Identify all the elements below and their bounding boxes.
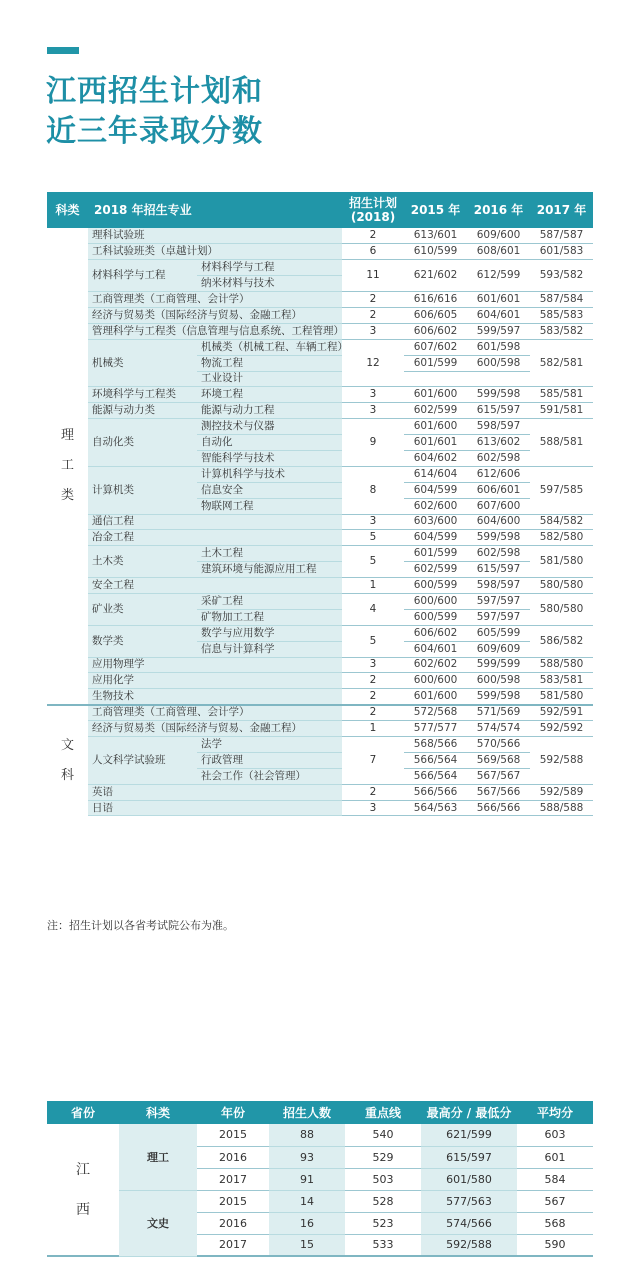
score-y2017: 581/580 [530,689,593,705]
score-y2017: 592/589 [530,784,593,800]
major-group: 自动化类 [88,419,197,467]
score-y2015: 602/602 [404,657,467,673]
score-y2017: 592/592 [530,721,593,737]
score-y2016: 615/597 [467,403,530,419]
score-y2016: 602/598 [467,546,530,562]
cell-line: 528 [345,1190,421,1212]
score-y2017: 592/591 [530,705,593,721]
score-y2015: 566/564 [404,768,467,784]
major-group: 机械类 [88,339,197,387]
cell-count: 93 [269,1146,345,1168]
major-sub: 建筑环境与能源应用工程 [197,562,342,578]
major-sub: 机械类（机械工程、车辆工程） [197,339,342,355]
major-group: 人文科学试验班 [88,737,197,785]
score-y2017: 601/583 [530,244,593,260]
table-row [47,419,593,435]
cell-line: 523 [345,1212,421,1234]
plan-count: 1 [342,578,404,594]
header-col-1: 科类 [119,1101,197,1124]
province-cell [47,1124,119,1256]
table-row [47,673,593,689]
score-y2015: 606/602 [404,625,467,641]
admission-plan-table [47,192,593,816]
score-y2015: 610/599 [404,244,467,260]
cell-year: 2016 [197,1146,269,1168]
plan-count: 5 [342,546,404,578]
major-sub: 计算机科学与技术 [197,466,342,482]
score-y2016: 570/566 [467,737,530,753]
score-y2015: 601/601 [404,435,467,451]
plan-count: 12 [342,339,404,387]
score-y2017: 585/583 [530,307,593,323]
table-row [47,800,593,816]
score-y2015: 601/600 [404,689,467,705]
score-y2015: 601/600 [404,387,467,403]
plan-count: 2 [342,673,404,689]
cell-year: 2015 [197,1124,269,1146]
major-sub: 物联网工程 [197,498,342,514]
category-science [47,228,88,705]
score-y2016: 567/566 [467,784,530,800]
score-y2016: 604/601 [467,307,530,323]
score-y2017: 588/588 [530,800,593,816]
score-y2015: 600/599 [404,578,467,594]
score-y2015: 601/599 [404,355,467,371]
table-row [47,403,593,419]
score-y2016: 606/601 [467,482,530,498]
score-y2017: 588/580 [530,657,593,673]
table-row [47,578,593,594]
major-group: 日语 [88,800,342,816]
table-header-row [47,1101,593,1124]
major-sub: 社会工作（社会管理） [197,768,342,784]
score-y2016: 599/598 [467,530,530,546]
major-sub: 数学与应用数学 [197,625,342,641]
score-y2015: 600/599 [404,609,467,625]
score-y2017: 582/581 [530,339,593,387]
table-row [47,1190,593,1212]
score-y2015: 621/602 [404,260,467,292]
cell-line: 533 [345,1234,421,1256]
cell-avg: 603 [517,1124,593,1146]
plan-count: 3 [342,657,404,673]
major-group: 环境科学与工程类 [88,387,197,403]
plan-count: 3 [342,800,404,816]
table-row [47,1124,593,1146]
major-sub: 能源与动力工程 [197,403,342,419]
score-y2016: 612/606 [467,466,530,482]
plan-count: 2 [342,292,404,308]
major-sub: 纳米材料与技术 [197,276,342,292]
score-y2017: 587/587 [530,228,593,244]
score-y2016: 602/598 [467,450,530,466]
score-y2017: 583/582 [530,323,593,339]
score-y2017: 585/581 [530,387,593,403]
score-y2016: 600/598 [467,673,530,689]
score-y2017: 580/580 [530,593,593,625]
table-row [47,260,593,276]
score-y2016: 613/602 [467,435,530,451]
table-row [47,339,593,355]
score-y2017: 597/585 [530,466,593,514]
major-group: 土木类 [88,546,197,578]
score-y2017: 582/580 [530,530,593,546]
major-group: 通信工程 [88,514,342,530]
category-arts [47,705,88,816]
major-group: 生物技术 [88,689,342,705]
header-2017: 2017 年 [530,192,593,228]
major-group: 矿业类 [88,593,197,625]
score-y2015: 601/600 [404,419,467,435]
table-row [47,323,593,339]
table-row [47,657,593,673]
plan-count: 6 [342,244,404,260]
score-y2016: 597/597 [467,593,530,609]
cell-range: 592/588 [421,1234,517,1256]
major-sub: 工业设计 [197,371,342,387]
score-y2015: 606/605 [404,307,467,323]
major-group: 经济与贸易类（国际经济与贸易、金融工程） [88,721,342,737]
category-label: 文科 [60,737,74,783]
score-y2016: 599/598 [467,689,530,705]
plan-count: 7 [342,737,404,785]
score-y2015: 602/600 [404,498,467,514]
major-sub: 信息安全 [197,482,342,498]
category-label: 理工类 [60,427,74,503]
header-col-3: 招生人数 [269,1101,345,1124]
cell-count: 14 [269,1190,345,1212]
score-y2016: 599/597 [467,323,530,339]
major-sub: 行政管理 [197,752,342,768]
major-group: 冶金工程 [88,530,342,546]
header-col-5: 最高分 / 最低分 [421,1101,517,1124]
score-y2015: 607/602 [404,339,467,355]
table-row [47,784,593,800]
title-line-1: 江西招生计划和 [46,74,263,109]
score-y2015: 613/601 [404,228,467,244]
score-y2015: 600/600 [404,673,467,689]
header-major: 2018 年招生专业 [88,192,342,228]
plan-count: 2 [342,784,404,800]
score-y2017: 583/581 [530,673,593,689]
major-group: 能源与动力类 [88,403,197,419]
cell-count: 15 [269,1234,345,1256]
plan-count: 2 [342,228,404,244]
header-plan [342,192,404,228]
score-y2015: 564/563 [404,800,467,816]
table-row [47,466,593,482]
header-plan-label: 招生计划 [349,196,398,210]
score-y2015: 604/599 [404,482,467,498]
score-y2017: 588/581 [530,419,593,467]
score-y2016: 609/600 [467,228,530,244]
table-row [47,546,593,562]
cell-count: 16 [269,1212,345,1234]
table-row [47,530,593,546]
major-sub: 测控技术与仪器 [197,419,342,435]
major-sub: 信息与计算科学 [197,641,342,657]
plan-count: 9 [342,419,404,467]
subject-cell: 理工 [119,1124,197,1190]
cell-count: 91 [269,1168,345,1190]
major-sub: 环境工程 [197,387,342,403]
major-sub: 自动化 [197,435,342,451]
cell-range: 601/580 [421,1168,517,1190]
score-y2015: 606/602 [404,323,467,339]
score-y2015: 566/564 [404,752,467,768]
cell-range: 577/563 [421,1190,517,1212]
score-y2016: 598/597 [467,419,530,435]
score-y2016: 605/599 [467,625,530,641]
header-col-0: 省份 [47,1101,119,1124]
score-y2016: 599/599 [467,657,530,673]
major-sub: 土木工程 [197,546,342,562]
cell-avg: 590 [517,1234,593,1256]
score-y2015: 577/577 [404,721,467,737]
header-2015: 2015 年 [404,192,467,228]
plan-count: 5 [342,530,404,546]
plan-count: 3 [342,387,404,403]
cell-line: 503 [345,1168,421,1190]
plan-count: 2 [342,705,404,721]
score-y2017: 593/582 [530,260,593,292]
page-title [46,72,263,152]
score-y2016: 574/574 [467,721,530,737]
plan-count: 3 [342,514,404,530]
score-y2015: 614/604 [404,466,467,482]
footnote: 注：招生计划以各省考试院公布为准。 [47,919,234,932]
score-y2016: 569/568 [467,752,530,768]
table-row [47,737,593,753]
major-group: 计算机类 [88,466,197,514]
major-group: 理科试验班 [88,228,342,244]
major-group: 材料科学与工程 [88,260,197,292]
header-category: 科类 [47,192,88,228]
table-row [47,228,593,244]
score-y2016 [467,371,530,387]
score-y2016: 600/598 [467,355,530,371]
subject-cell: 文史 [119,1190,197,1256]
score-y2016: 608/601 [467,244,530,260]
score-y2016: 601/601 [467,292,530,308]
cell-year: 2015 [197,1190,269,1212]
plan-count: 1 [342,721,404,737]
cell-year: 2017 [197,1168,269,1190]
major-group: 英语 [88,784,342,800]
header-plan-year: (2018) [350,210,396,224]
header-col-6: 平均分 [517,1101,593,1124]
cell-year: 2016 [197,1212,269,1234]
score-y2017: 580/580 [530,578,593,594]
score-y2015: 616/616 [404,292,467,308]
plan-count: 8 [342,466,404,514]
title-line-2: 近三年录取分数 [46,114,263,149]
plan-count: 3 [342,403,404,419]
score-y2016: 598/597 [467,578,530,594]
score-y2015: 603/600 [404,514,467,530]
header-2016: 2016 年 [467,192,530,228]
major-sub: 物流工程 [197,355,342,371]
major-group: 应用物理学 [88,657,342,673]
major-group: 工商管理类（工商管理、会计学） [88,292,342,308]
table-row [47,705,593,721]
plan-count: 11 [342,260,404,292]
header-col-2: 年份 [197,1101,269,1124]
score-y2015: 568/566 [404,737,467,753]
score-y2015: 604/602 [404,450,467,466]
cell-line: 540 [345,1124,421,1146]
table-row [47,292,593,308]
cell-avg: 584 [517,1168,593,1190]
score-y2016: 571/569 [467,705,530,721]
score-y2017: 581/580 [530,546,593,578]
score-y2016: 615/597 [467,562,530,578]
cell-avg: 568 [517,1212,593,1234]
score-y2015: 602/599 [404,562,467,578]
score-y2017: 586/582 [530,625,593,657]
score-y2017: 587/584 [530,292,593,308]
province-score-table [47,1101,593,1257]
score-y2015: 602/599 [404,403,467,419]
plan-count: 2 [342,307,404,323]
score-y2015: 572/568 [404,705,467,721]
score-y2016: 604/600 [467,514,530,530]
cell-avg: 567 [517,1190,593,1212]
cell-range: 615/597 [421,1146,517,1168]
major-sub: 智能科学与技术 [197,450,342,466]
score-y2016: 567/567 [467,768,530,784]
cell-count: 88 [269,1124,345,1146]
cell-year: 2017 [197,1234,269,1256]
table-row [47,689,593,705]
table-row [47,307,593,323]
table-header-row [47,192,593,228]
score-y2015: 604/601 [404,641,467,657]
major-sub: 矿物加工工程 [197,609,342,625]
score-y2015: 566/566 [404,784,467,800]
score-y2016: 609/609 [467,641,530,657]
cell-range: 574/566 [421,1212,517,1234]
table-row [47,593,593,609]
score-y2017: 592/588 [530,737,593,785]
accent-bar [47,47,79,54]
table-row [47,625,593,641]
score-y2016: 597/597 [467,609,530,625]
header-col-4: 重点线 [345,1101,421,1124]
score-y2016: 566/566 [467,800,530,816]
major-group: 安全工程 [88,578,342,594]
plan-count: 2 [342,689,404,705]
score-y2017: 591/581 [530,403,593,419]
score-y2016: 601/598 [467,339,530,355]
score-y2015: 604/599 [404,530,467,546]
cell-avg: 601 [517,1146,593,1168]
cell-line: 529 [345,1146,421,1168]
major-group: 数学类 [88,625,197,657]
major-group: 工科试验班类（卓越计划） [88,244,342,260]
major-sub: 法学 [197,737,342,753]
table-row [47,721,593,737]
major-group: 经济与贸易类（国际经济与贸易、金融工程） [88,307,342,323]
score-y2015 [404,371,467,387]
score-y2017: 584/582 [530,514,593,530]
score-y2015: 600/600 [404,593,467,609]
table-row [47,514,593,530]
score-y2016: 612/599 [467,260,530,292]
major-group: 应用化学 [88,673,342,689]
table-row [47,244,593,260]
cell-range: 621/599 [421,1124,517,1146]
major-group: 管理科学与工程类（信息管理与信息系统、工程管理） [88,323,342,339]
score-y2016: 607/600 [467,498,530,514]
table-row [47,387,593,403]
score-y2015: 601/599 [404,546,467,562]
plan-count: 3 [342,323,404,339]
major-sub: 材料科学与工程 [197,260,342,276]
plan-count: 5 [342,625,404,657]
major-sub: 采矿工程 [197,593,342,609]
major-group: 工商管理类（工商管理、会计学） [88,705,342,721]
score-y2016: 599/598 [467,387,530,403]
province-label: 江西 [76,1161,90,1218]
plan-count: 4 [342,593,404,625]
